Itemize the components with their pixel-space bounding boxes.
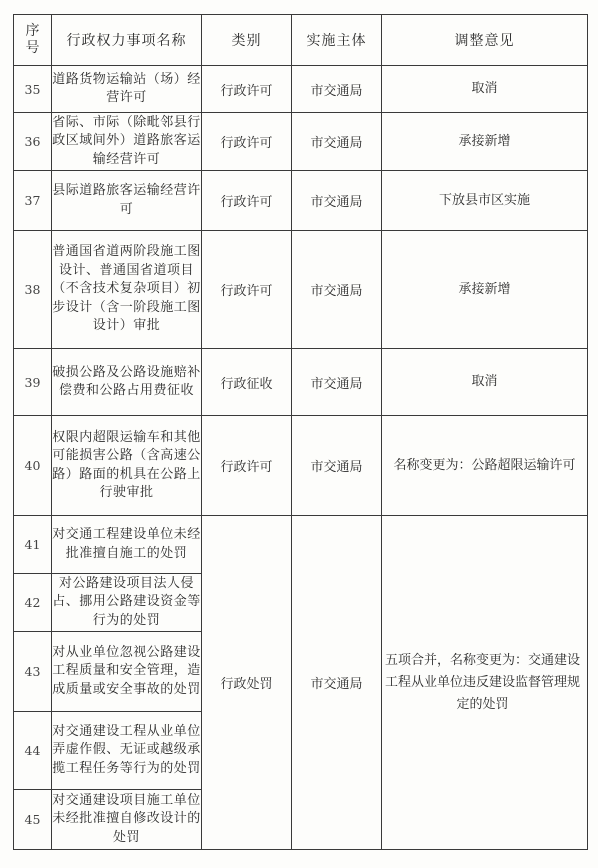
row-num: 44 <box>14 712 52 790</box>
row-name: 普通国省道两阶段施工图设计、普通国省道项目（不含技术复杂项目）初步设计（含一阶段施工图设计）审批 <box>52 231 202 349</box>
row-type: 行政征收 <box>202 349 292 416</box>
table-row <box>14 113 588 171</box>
row-num: 36 <box>14 113 52 171</box>
row-type: 行政许可 <box>202 171 292 231</box>
merged-type: 行政处罚 <box>202 516 292 850</box>
table-row <box>14 66 588 113</box>
row-type: 行政许可 <box>202 113 292 171</box>
row-entity: 市交通局 <box>292 416 382 516</box>
row-entity: 市交通局 <box>292 66 382 113</box>
row-num: 39 <box>14 349 52 416</box>
row-name: 对交通工程建设单位未经批准擅自施工的处罚 <box>52 516 202 574</box>
row-type: 行政许可 <box>202 416 292 516</box>
row-num: 45 <box>14 790 52 850</box>
row-name: 对公路建设项目法人侵占、挪用公路建设资金等行为的处罚 <box>52 574 202 632</box>
table-row <box>14 516 588 574</box>
row-name: 对交通建设项目施工单位未经批准擅自修改设计的处罚 <box>52 790 202 850</box>
row-opinion: 承接新增 <box>382 231 588 349</box>
row-name: 县际道路旅客运输经营许可 <box>52 171 202 231</box>
row-name: 省际、市际（除毗邻县行政区域间外）道路旅客运输经营许可 <box>52 113 202 171</box>
row-opinion: 下放县市区实施 <box>382 171 588 231</box>
header-name: 行政权力事项名称 <box>52 15 202 66</box>
header-type: 类别 <box>202 15 292 66</box>
power-adjustment-table <box>13 14 588 850</box>
row-name: 道路货物运输站（场）经营许可 <box>52 66 202 113</box>
row-num: 40 <box>14 416 52 516</box>
row-name: 对从业单位忽视公路建设工程质量和安全管理，造成质量或安全事故的处罚 <box>52 632 202 712</box>
row-entity: 市交通局 <box>292 231 382 349</box>
row-entity: 市交通局 <box>292 171 382 231</box>
table-row <box>14 349 588 416</box>
merged-opinion: 五项合并，名称变更为：交通建设工程从业单位违反建设监督管理规定的处罚 <box>382 516 588 850</box>
row-entity: 市交通局 <box>292 113 382 171</box>
header-opinion: 调整意见 <box>382 15 588 66</box>
merged-entity: 市交通局 <box>292 516 382 850</box>
row-num: 38 <box>14 231 52 349</box>
row-opinion: 取消 <box>382 349 588 416</box>
row-opinion: 取消 <box>382 66 588 113</box>
row-num: 35 <box>14 66 52 113</box>
row-opinion: 承接新增 <box>382 113 588 171</box>
header-row <box>14 15 588 66</box>
row-num: 41 <box>14 516 52 574</box>
header-entity: 实施主体 <box>292 15 382 66</box>
row-num: 43 <box>14 632 52 712</box>
row-num: 42 <box>14 574 52 632</box>
table-row <box>14 171 588 231</box>
table-row <box>14 231 588 349</box>
row-type: 行政许可 <box>202 66 292 113</box>
row-entity: 市交通局 <box>292 349 382 416</box>
row-name: 破损公路及公路设施赔补偿费和公路占用费征收 <box>52 349 202 416</box>
header-num: 序号 <box>14 15 52 66</box>
row-name: 权限内超限运输车和其他可能损害公路（含高速公路）路面的机具在公路上行驶审批 <box>52 416 202 516</box>
row-name: 对交通建设工程从业单位弄虚作假、无证或越级承揽工程任务等行为的处罚 <box>52 712 202 790</box>
row-type: 行政许可 <box>202 231 292 349</box>
row-num: 37 <box>14 171 52 231</box>
row-opinion: 名称变更为：公路超限运输许可 <box>382 416 588 516</box>
table-row <box>14 416 588 516</box>
